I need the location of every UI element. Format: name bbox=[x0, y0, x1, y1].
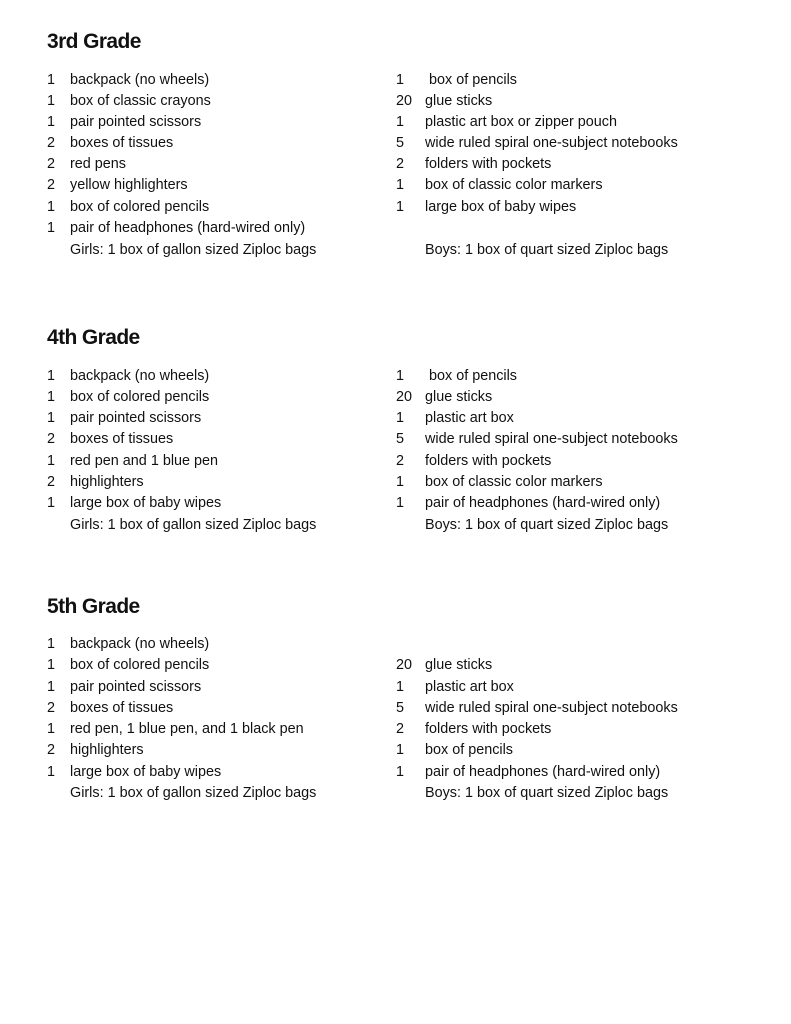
grade4-title: 4th Grade bbox=[47, 326, 140, 349]
item-label: highlighters bbox=[70, 474, 144, 490]
item-label: backpack (no wheels) bbox=[70, 72, 210, 88]
item-qty: 2 bbox=[47, 474, 56, 490]
item-label: red pens bbox=[70, 156, 127, 172]
item-qty: 1 bbox=[47, 410, 56, 426]
boys-note: Boys: 1 box of quart sized Ziploc bags bbox=[425, 517, 669, 533]
item-label: plastic art box or zipper pouch bbox=[425, 114, 617, 130]
item-label: glue sticks bbox=[425, 93, 493, 109]
item-label: folders with pockets bbox=[425, 156, 552, 172]
boys-note: Boys: 1 box of quart sized Ziploc bags bbox=[425, 785, 669, 801]
item-qty: 1 bbox=[47, 220, 56, 236]
item-label: large box of baby wipes bbox=[425, 199, 577, 215]
item-label: box of colored pencils bbox=[70, 389, 210, 405]
girls-note: Girls: 1 box of gallon sized Ziploc bags bbox=[70, 242, 317, 258]
item-qty: 5 bbox=[396, 431, 405, 447]
item-qty: 1 bbox=[47, 453, 56, 469]
item-label: plastic art box bbox=[425, 410, 514, 426]
grade3-title: 3rd Grade bbox=[47, 30, 141, 53]
girls-note: Girls: 1 box of gallon sized Ziploc bags bbox=[70, 517, 317, 533]
item-qty: 1 bbox=[47, 114, 56, 130]
item-qty: 1 bbox=[47, 389, 56, 405]
item-label: backpack (no wheels) bbox=[70, 368, 210, 384]
item-label: wide ruled spiral one-subject notebooks bbox=[425, 431, 678, 447]
item-qty: 1 bbox=[396, 72, 405, 88]
item-label: large box of baby wipes bbox=[70, 495, 222, 511]
item-qty: 2 bbox=[47, 156, 56, 172]
item-label: backpack (no wheels) bbox=[70, 636, 210, 652]
item-label: boxes of tissues bbox=[70, 135, 174, 151]
item-qty: 20 bbox=[396, 657, 413, 673]
item-qty: 2 bbox=[47, 177, 56, 193]
item-label: plastic art box bbox=[425, 679, 514, 695]
item-qty: 1 bbox=[47, 636, 56, 652]
item-qty: 2 bbox=[47, 700, 56, 716]
item-label: wide ruled spiral one-subject notebooks bbox=[425, 135, 678, 151]
item-qty: 1 bbox=[396, 368, 405, 384]
item-label: large box of baby wipes bbox=[70, 764, 222, 780]
item-label: folders with pockets bbox=[425, 721, 552, 737]
item-qty: 5 bbox=[396, 135, 405, 151]
item-qty: 1 bbox=[47, 495, 56, 511]
item-label: pair of headphones (hard-wired only) bbox=[425, 495, 661, 511]
item-qty: 2 bbox=[47, 431, 56, 447]
item-qty: 1 bbox=[47, 72, 56, 88]
item-qty: 1 bbox=[396, 679, 405, 695]
item-qty: 1 bbox=[47, 93, 56, 109]
item-qty: 20 bbox=[396, 389, 413, 405]
item-qty: 2 bbox=[396, 721, 405, 737]
item-label: yellow highlighters bbox=[70, 177, 188, 193]
item-qty: 1 bbox=[396, 177, 405, 193]
item-qty: 5 bbox=[396, 700, 405, 716]
item-label: folders with pockets bbox=[425, 453, 552, 469]
item-qty: 2 bbox=[396, 156, 405, 172]
item-qty: 1 bbox=[396, 410, 405, 426]
item-qty: 1 bbox=[396, 114, 405, 130]
item-qty: 2 bbox=[47, 742, 56, 758]
item-label: box of pencils bbox=[425, 368, 517, 384]
item-label: pair of headphones (hard-wired only) bbox=[70, 220, 306, 236]
item-qty: 1 bbox=[47, 199, 56, 215]
item-qty: 1 bbox=[396, 495, 405, 511]
item-label: pair pointed scissors bbox=[70, 410, 202, 426]
item-qty: 1 bbox=[47, 679, 56, 695]
item-label: pair pointed scissors bbox=[70, 679, 202, 695]
item-label: red pen and 1 blue pen bbox=[70, 453, 219, 469]
item-label: boxes of tissues bbox=[70, 700, 174, 716]
item-label: box of pencils bbox=[425, 742, 513, 758]
item-label: box of colored pencils bbox=[70, 657, 210, 673]
item-label: pair of headphones (hard-wired only) bbox=[425, 764, 661, 780]
item-qty: 1 bbox=[47, 721, 56, 737]
item-qty: 1 bbox=[396, 764, 405, 780]
item-label: box of colored pencils bbox=[70, 199, 210, 215]
item-label: box of classic color markers bbox=[425, 474, 603, 490]
item-label: box of pencils bbox=[425, 72, 517, 88]
item-label: glue sticks bbox=[425, 389, 493, 405]
item-label: highlighters bbox=[70, 742, 144, 758]
item-label: glue sticks bbox=[425, 657, 493, 673]
item-label: box of classic color markers bbox=[425, 177, 603, 193]
item-qty: 1 bbox=[396, 742, 405, 758]
girls-note: Girls: 1 box of gallon sized Ziploc bags bbox=[70, 785, 317, 801]
item-qty: 2 bbox=[47, 135, 56, 151]
item-label: red pen, 1 blue pen, and 1 black pen bbox=[70, 721, 304, 737]
item-label: box of classic crayons bbox=[70, 93, 211, 109]
item-label: boxes of tissues bbox=[70, 431, 174, 447]
item-qty: 1 bbox=[47, 368, 56, 384]
grade5-title: 5th Grade bbox=[47, 595, 140, 618]
item-label: pair pointed scissors bbox=[70, 114, 202, 130]
item-qty: 1 bbox=[396, 474, 405, 490]
item-label: wide ruled spiral one-subject notebooks bbox=[425, 700, 678, 716]
item-qty: 20 bbox=[396, 93, 413, 109]
item-qty: 1 bbox=[396, 199, 405, 215]
item-qty: 1 bbox=[47, 657, 56, 673]
item-qty: 1 bbox=[47, 764, 56, 780]
item-qty: 2 bbox=[396, 453, 405, 469]
boys-note: Boys: 1 box of quart sized Ziploc bags bbox=[425, 242, 669, 258]
